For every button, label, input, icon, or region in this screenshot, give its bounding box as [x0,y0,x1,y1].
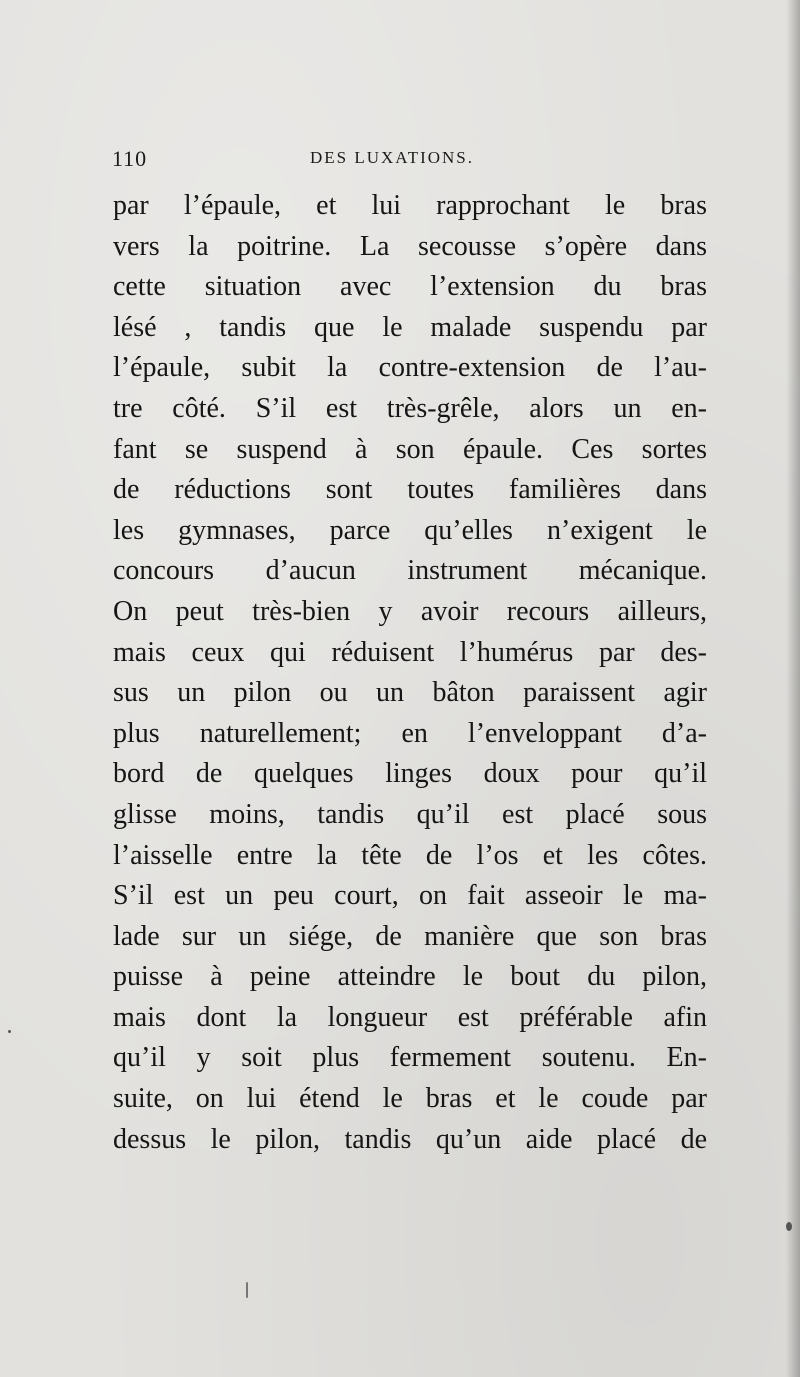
text-line: tre côté. S’il est très-grêle, alors un en- [113,392,707,424]
page-header [112,146,708,176]
text-line: fant se suspend à son épaule. Ces sortes [113,433,707,465]
text-line: puisse à peine atteindre le bout du pilon, [113,961,707,993]
text-line: cette situation avec l’extension du bras [113,271,707,303]
text-line: sus un pilon ou un bâton paraissent agir [113,677,707,709]
text-line: qu’il y soit plus fermement soutenu. En- [113,1042,707,1074]
text-line: lade sur un siége, de manière que son bras [113,920,707,952]
text-line: suite, on lui étend le bras et le coude par [113,1083,707,1115]
text-line: vers la poitrine. La secousse s’opère dans [113,230,707,262]
text-line: On peut très-bien y avoir recours ailleurs, [113,595,707,627]
running-title: DES LUXATIONS. [310,148,474,167]
paper-speck [246,1282,248,1298]
text-line: l’aisselle entre la tête de l’os et les côtes. [113,839,707,871]
text-line: mais dont la longueur est préférable afin [113,1001,707,1033]
paper-speck [786,1222,792,1231]
text-line: l’épaule, subit la contre-extension de l’au- [113,352,707,384]
page-edge-shadow [786,0,800,1377]
text-line: concours d’aucun instrument mécanique. [113,555,707,587]
text-line: les gymnases, parce qu’elles n’exigent le [113,514,707,546]
page-number: 110 [112,146,148,171]
text-line: mais ceux qui réduisent l’humérus par des- [113,636,707,668]
paper-speck [8,1030,11,1033]
body-text [113,186,707,1160]
text-line: de réductions sont toutes familières dans [113,474,707,506]
text-line: bord de quelques linges doux pour qu’il [113,758,707,790]
text-line: S’il est un peu court, on fait asseoir le ma- [113,880,707,912]
text-line: lésé , tandis que le malade suspendu par [113,311,707,343]
text-line: plus naturellement; en l’enveloppant d’a- [113,717,707,749]
text-line: glisse moins, tandis qu’il est placé sous [113,798,707,830]
text-line: par l’épaule, et lui rapprochant le bras [113,190,707,221]
text-line: dessus le pilon, tandis qu’un aide placé de [113,1123,707,1155]
